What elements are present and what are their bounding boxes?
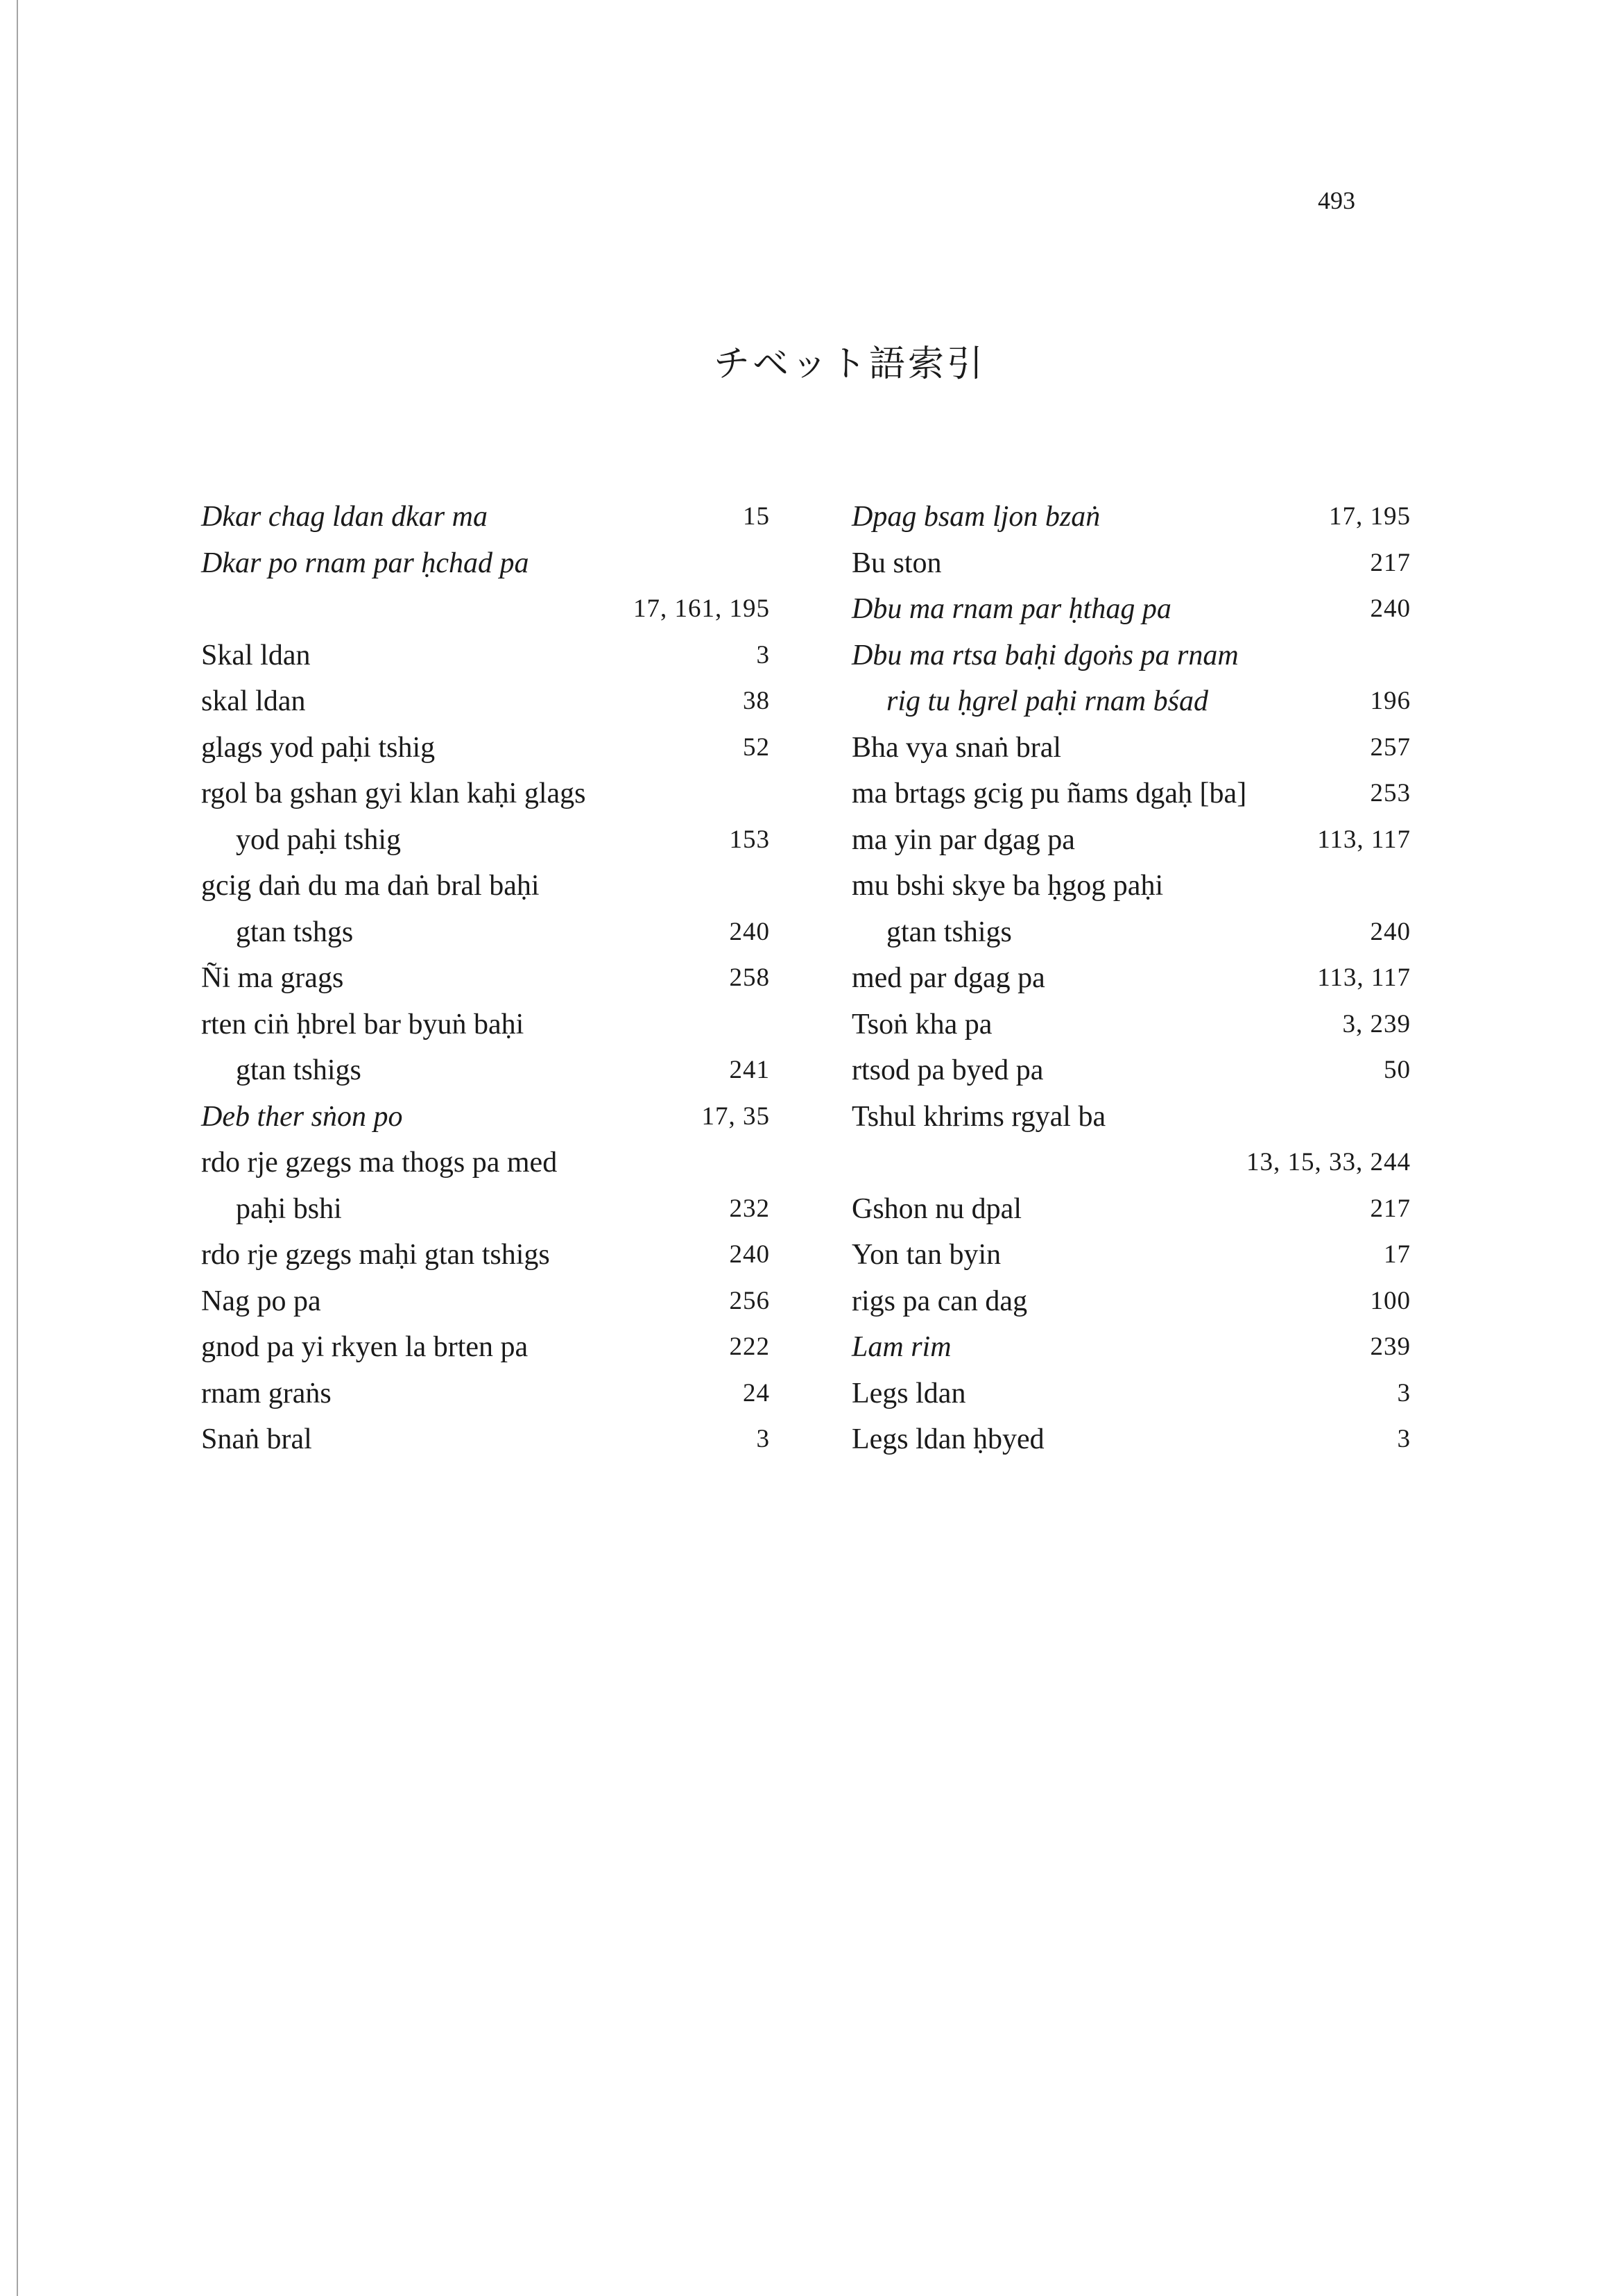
index-page-refs: 113, 117 [1317,963,1411,992]
page-title: チベット語索引 [713,343,986,385]
index-term: ma yin par dgag pa [852,823,1075,856]
index-entry [201,909,770,956]
index-page-refs: 113, 117 [1317,825,1411,854]
index-term: Ñi ma grags [201,962,344,994]
index-entry [852,1002,1411,1048]
index-term: Snaṅ bral [201,1423,312,1455]
index-entry [852,494,1411,540]
index-page-refs: 239 [1370,1333,1411,1361]
index-term: gnod pa yi rkyen la brten pa [201,1331,529,1363]
page-number: 493 [1318,187,1355,214]
index-entry [852,540,1411,587]
index-entry [852,1278,1411,1325]
index-term: Bha vya snaṅ bral [852,731,1062,764]
index-entry [201,725,770,771]
index-term: Nag po pa [201,1285,321,1317]
index-term: Legs ldan [852,1377,966,1410]
index-entry [852,725,1411,771]
index-page-refs: 232 [729,1194,770,1223]
index-term: Yon tan byin [852,1239,1002,1271]
index-entry [852,1186,1411,1233]
index-page-refs: 256 [729,1286,770,1315]
index-page-refs: 3 [1397,1425,1411,1453]
index-page-refs: 153 [729,825,770,854]
index-page-refs: 100 [1370,1286,1411,1315]
index-page-refs: 17, 195 [1329,502,1411,531]
index-page-refs: 240 [729,917,770,946]
index-entry [852,1324,1411,1371]
index-term: mu bshi skye ba ḥgog paḥi [852,870,1164,902]
index-term: rten ciṅ ḥbrel bar byuṅ baḥi [201,1008,524,1040]
index-page-refs: 241 [729,1056,770,1084]
index-page-refs: 17, 35 [701,1102,770,1131]
index-entry [201,586,770,633]
index-term: Bu ston [852,547,942,579]
index-entry [852,1047,1411,1094]
index-term: gtan tshgs [236,916,354,948]
index-column-left [201,494,770,1463]
index-entry [852,1371,1411,1417]
index-page-refs: 240 [1370,917,1411,946]
index-entry [201,1371,770,1417]
index-entry [852,955,1411,1002]
index-term: Gshon nu dpal [852,1192,1022,1225]
index-page-refs: 38 [743,687,770,715]
index-term: gtan tshigs [236,1054,361,1086]
index-entry [852,586,1411,633]
index-entry [201,771,770,817]
index-page-refs: 240 [729,1240,770,1269]
index-entry [201,955,770,1002]
index-entry [852,1416,1411,1463]
index-entry [852,1094,1411,1140]
index-term: Tsoṅ kha pa [852,1008,993,1040]
index-term: gtan tshigs [886,916,1012,948]
index-term: med par dgag pa [852,962,1045,994]
index-entry [201,1140,770,1186]
index-term: rtsod pa byed pa [852,1054,1044,1086]
index-term: Skal ldan [201,639,311,671]
index-term: Dkar po rnam par ḥchad pa [201,547,529,579]
index-page-refs: 240 [1370,594,1411,623]
index-term: gcig daṅ du ma daṅ bral baḥi [201,870,540,902]
index-entry [201,1324,770,1371]
index-entry [201,1002,770,1048]
index-term: rigs pa can dag [852,1285,1028,1317]
index-term: Tshul khrims rgyal ba [852,1100,1106,1133]
index-term: rgol ba gshan gyi klan kaḥi glags [201,778,586,809]
index-entry [201,1278,770,1325]
index-term: Dpag bsam ljon bzaṅ [852,501,1101,533]
index-entry [852,1232,1411,1278]
index-term: glags yod paḥi tshig [201,731,436,764]
index-entry [852,863,1411,909]
index-term: Legs ldan ḥbyed [852,1423,1045,1455]
index-entry [201,1186,770,1233]
index-entry [201,1416,770,1463]
index-entry [201,1232,770,1278]
index-page-refs: 17 [1384,1240,1411,1269]
index-page-refs: 196 [1370,687,1411,715]
index-term: Dkar chag ldan dkar ma [201,501,488,533]
index-entry [201,1047,770,1094]
index-entry [201,1094,770,1140]
index-entry [201,817,770,864]
index-entry [852,633,1411,679]
index-term: Dbu ma rnam par ḥthag pa [852,593,1171,625]
index-page-refs: 257 [1370,733,1411,762]
index-term: ma brtags gcig pu ñams dgaḥ [ba] [852,778,1247,809]
index-entry [201,863,770,909]
index-entry [852,909,1411,956]
index-term: Lam rim [852,1331,952,1363]
index-page-refs: 217 [1370,1194,1411,1223]
index-page-refs: 50 [1384,1056,1411,1084]
index-entry [201,633,770,679]
index-entry [852,678,1411,725]
index-page-refs: 258 [729,963,770,992]
index-page-refs: 253 [1370,779,1411,807]
index-page-refs: 24 [743,1378,770,1407]
index-term: Deb ther sṅon po [201,1100,403,1133]
index-page-refs: 17, 161, 195 [633,594,770,623]
index-entry [201,540,770,587]
index-column-right [852,494,1411,1463]
index-term: rnam graṅs [201,1377,332,1410]
index-page-refs: 52 [743,733,770,762]
index-entry [201,494,770,540]
index-term: rdo rje gzegs maḥi gtan tshigs [201,1239,550,1271]
index-page-refs: 3 [756,1425,770,1453]
index-term: rdo rje gzegs ma thogs pa med [201,1147,558,1179]
index-term: paḥi bshi [236,1192,342,1225]
index-entry [852,817,1411,864]
index-term: yod paḥi tshig [236,823,401,856]
index-page-refs: 222 [729,1333,770,1361]
index-page-refs: 13, 15, 33, 244 [1246,1148,1411,1176]
index-term: rig tu ḥgrel paḥi rnam bśad [886,685,1208,717]
index-page-refs: 3, 239 [1342,1009,1411,1038]
index-term: skal ldan [201,685,306,717]
index-entry [852,1140,1411,1186]
index-entry [201,678,770,725]
index-page-refs: 3 [756,640,770,669]
index-entry [852,771,1411,817]
index-page-refs: 3 [1397,1378,1411,1407]
index-page-refs: 217 [1370,548,1411,577]
index-term: Dbu ma rtsa baḥi dgoṅs pa rnam [852,639,1239,671]
index-page-refs: 15 [743,502,770,531]
